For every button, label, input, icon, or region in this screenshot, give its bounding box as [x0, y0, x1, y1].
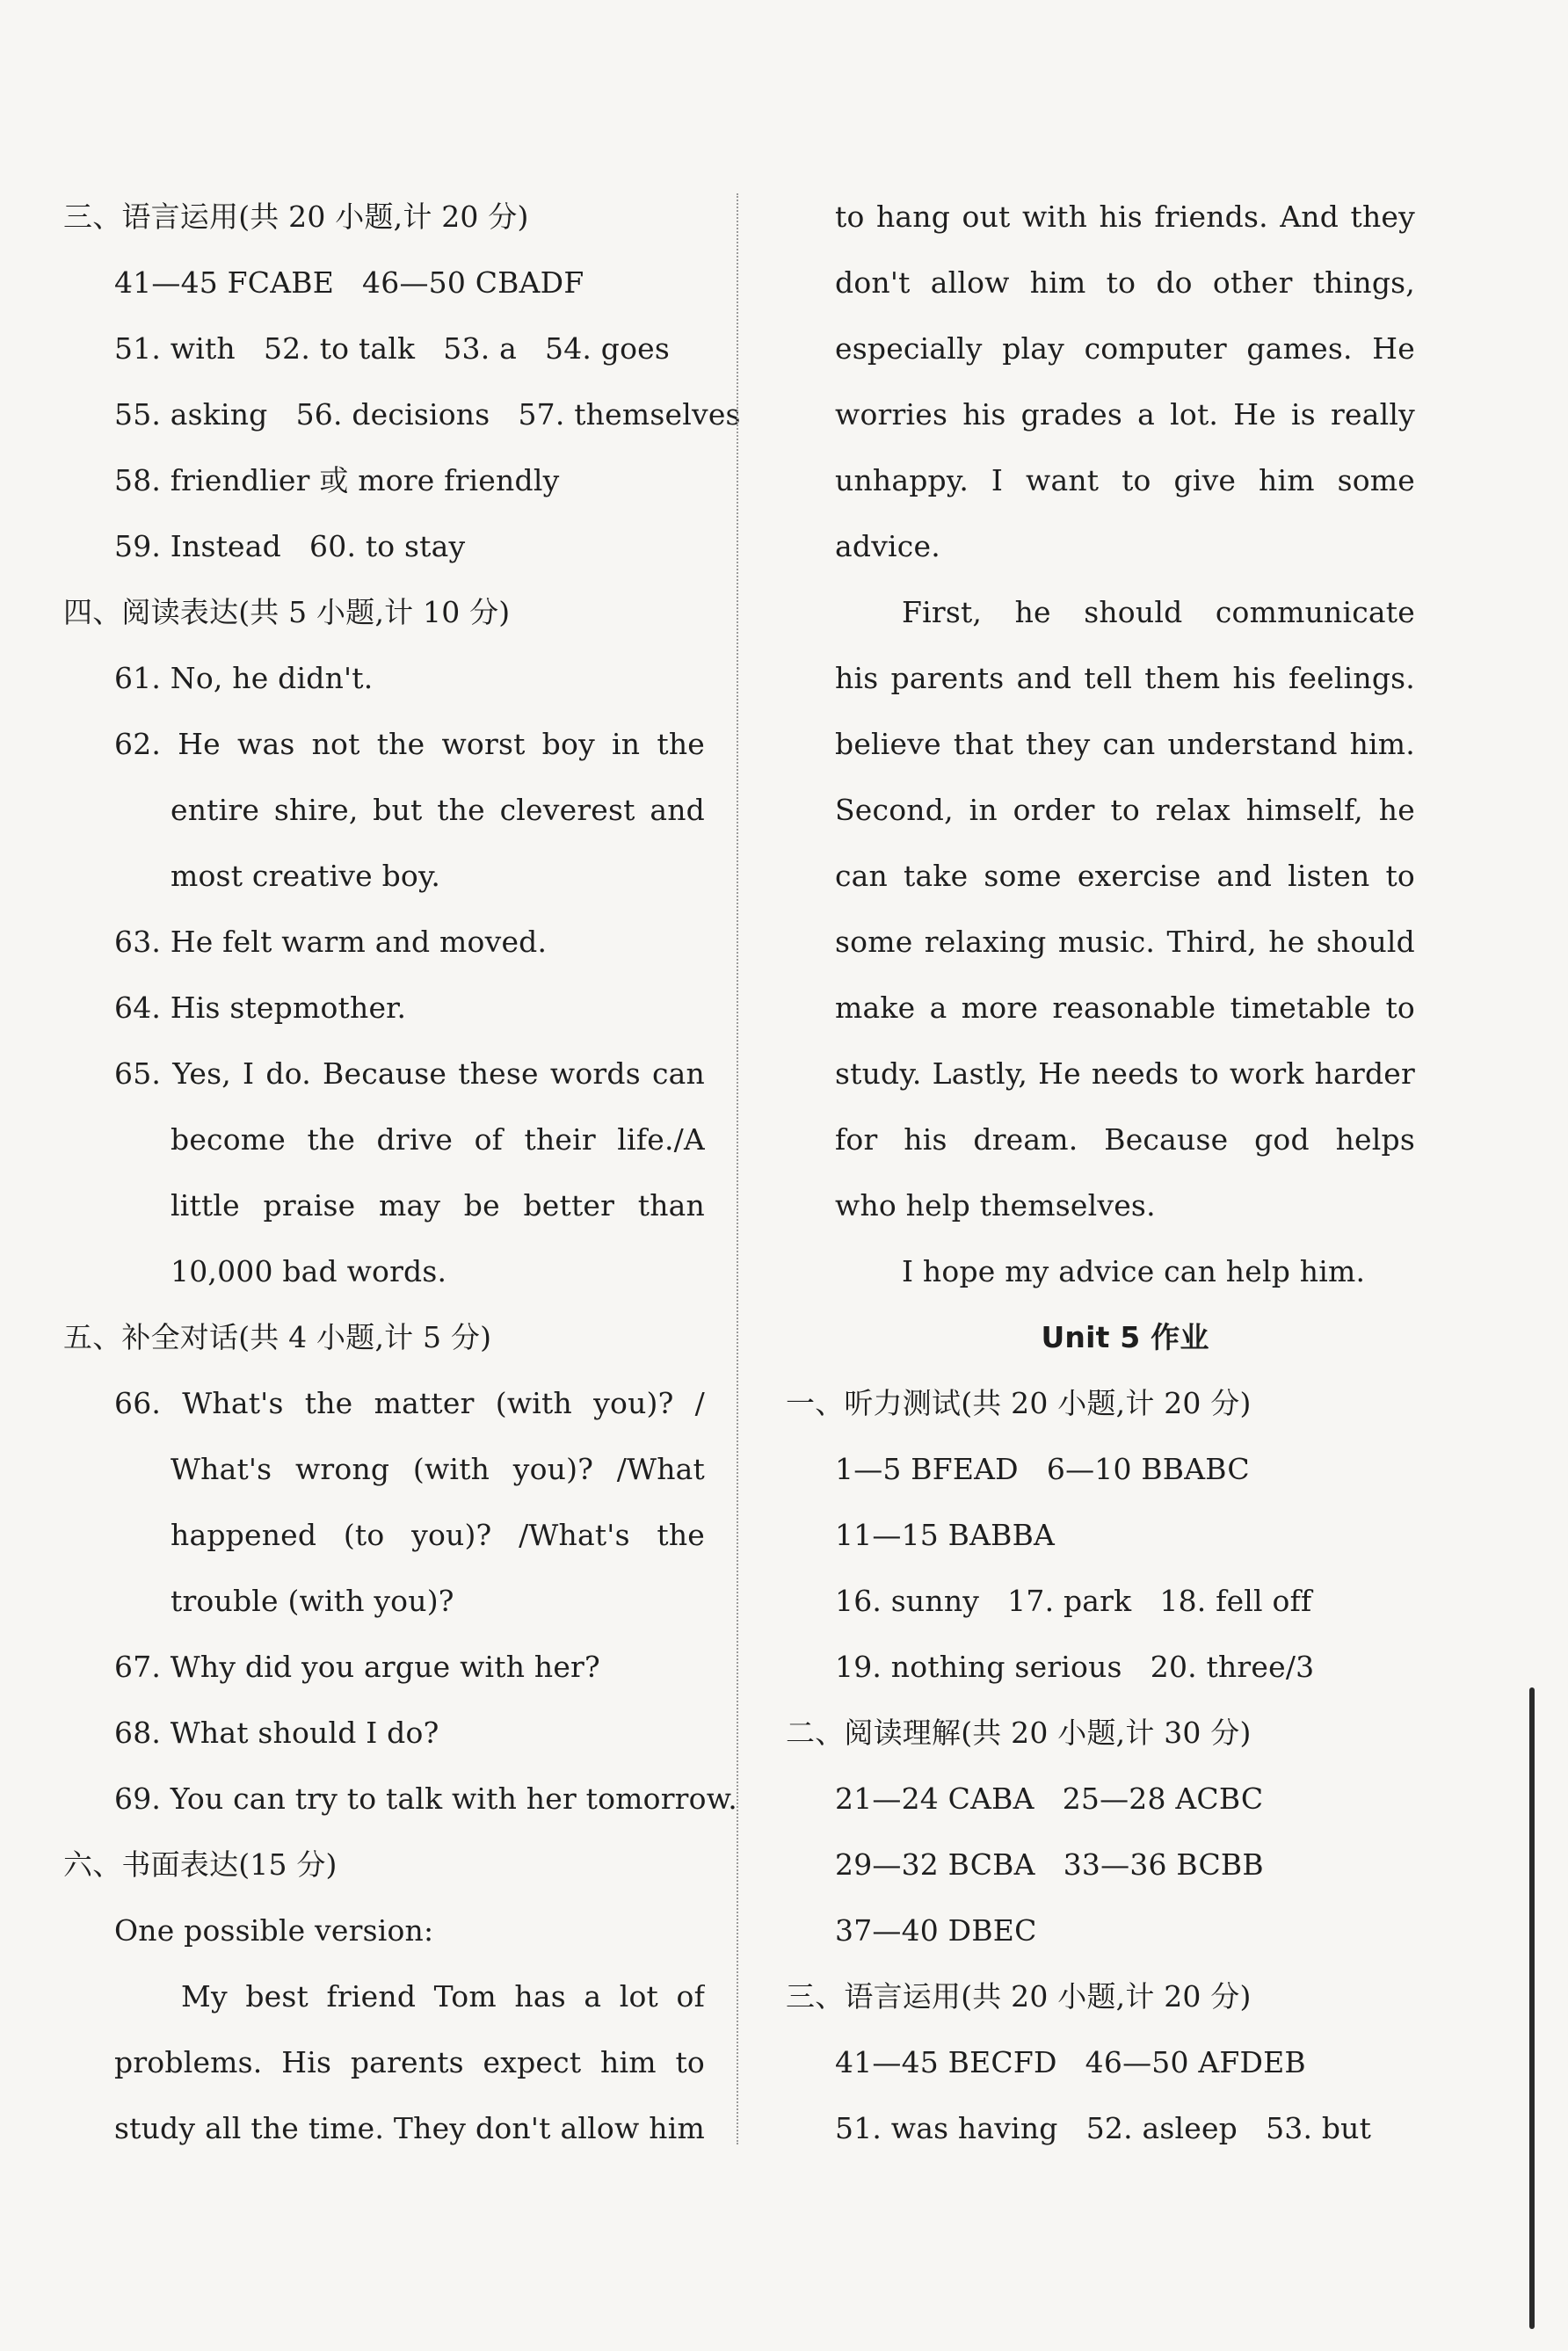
- essay-line: First, he should communicate: [902, 595, 1415, 629]
- answer-line: 41—45 FCABE 46—50 CBADF: [114, 265, 584, 300]
- answer-line: 1—5 BFEAD 6—10 BBABC: [835, 1452, 1250, 1486]
- answer-line: 37—40 DBEC: [835, 1913, 1037, 1948]
- page-edge-mark: [1529, 1687, 1535, 2329]
- answer-line: 62. He was not the worst boy in the: [114, 727, 705, 761]
- answer-line: 55. asking 56. decisions 57. themselves: [114, 397, 741, 432]
- answer-line: 51. was having 52. asleep 53. but: [835, 2111, 1372, 2145]
- answer-line: 61. No, he didn't.: [114, 661, 374, 695]
- answer-line: 59. Instead 60. to stay: [114, 529, 466, 563]
- section-heading: 六、书面表达(15 分): [63, 1847, 338, 1882]
- column-divider: [737, 193, 738, 2144]
- answer-line: 21—24 CABA 25—28 ACBC: [835, 1781, 1264, 1816]
- answer-line: trouble (with you)?: [171, 1584, 454, 1618]
- essay-line: study. Lastly, He needs to work harder: [835, 1056, 1415, 1091]
- answer-line: happened (to you)? /What's the: [171, 1518, 705, 1552]
- essay-line: My best friend Tom has a lot of: [181, 1979, 705, 2014]
- answer-line: 69. You can try to talk with her tomorrow.: [114, 1781, 737, 1816]
- essay-line: study all the time. They don't allow him: [114, 2111, 705, 2145]
- answer-line: little praise may be better than: [171, 1188, 705, 1223]
- essay-line: don't allow him to do other things,: [835, 265, 1415, 300]
- answer-line: 68. What should I do?: [114, 1716, 439, 1750]
- essay-line: who help themselves.: [835, 1188, 1156, 1223]
- section-heading: 五、补全对话(共 4 小题,计 5 分): [63, 1320, 492, 1354]
- section-heading: 四、阅读表达(共 5 小题,计 10 分): [63, 595, 511, 629]
- answer-line: 64. His stepmother.: [114, 990, 407, 1025]
- answer-line: 51. with 52. to talk 53. a 54. goes: [114, 331, 671, 366]
- answer-line: What's wrong (with you)? /What: [171, 1452, 705, 1486]
- answer-line: 11—15 BABBA: [835, 1518, 1056, 1552]
- answer-line: 29—32 BCBA 33—36 BCBB: [835, 1847, 1264, 1882]
- answer-line: 67. Why did you argue with her?: [114, 1650, 600, 1684]
- essay-line: worries his grades a lot. He is really: [835, 397, 1415, 432]
- section-heading: 二、阅读理解(共 20 小题,计 30 分): [786, 1716, 1252, 1750]
- essay-line: unhappy. I want to give him some: [835, 463, 1415, 497]
- answer-line: 63. He felt warm and moved.: [114, 925, 548, 959]
- essay-line: believe that they can understand him.: [835, 727, 1415, 761]
- answer-line: become the drive of their life./A: [171, 1122, 705, 1157]
- section-heading: 一、听力测试(共 20 小题,计 20 分): [786, 1386, 1252, 1420]
- left-column: [63, 188, 741, 2166]
- essay-line: some relaxing music. Third, he should: [835, 925, 1415, 959]
- right-column: [786, 188, 1415, 2166]
- essay-line: can take some exercise and listen to: [835, 859, 1415, 893]
- section-heading: 三、语言运用(共 20 小题,计 20 分): [63, 200, 529, 234]
- essay-line: to hang out with his friends. And they: [835, 200, 1415, 234]
- essay-line: his parents and tell them his feelings.: [835, 661, 1415, 695]
- answer-line: 41—45 BECFD 46—50 AFDEB: [835, 2045, 1306, 2079]
- section-heading: 三、语言运用(共 20 小题,计 20 分): [786, 1979, 1252, 2014]
- answer-line: entire shire, but the cleverest and: [171, 793, 705, 827]
- essay-line: especially play computer games. He: [835, 331, 1415, 366]
- essay-line: for his dream. Because god helps: [835, 1122, 1415, 1157]
- answer-line: 58. friendlier 或 more friendly: [114, 463, 560, 497]
- essay-line: I hope my advice can help him.: [902, 1254, 1366, 1288]
- answer-line: most creative boy.: [171, 859, 441, 893]
- essay-intro: One possible version:: [114, 1913, 434, 1948]
- unit-title: Unit 5 作业: [1041, 1320, 1209, 1354]
- answer-line: 19. nothing serious 20. three/3: [835, 1650, 1315, 1684]
- answer-line: 16. sunny 17. park 18. fell off: [835, 1584, 1312, 1618]
- answer-line: 10,000 bad words.: [171, 1254, 447, 1288]
- essay-line: make a more reasonable timetable to: [835, 990, 1415, 1025]
- answer-line: 66. What's the matter (with you)? /: [114, 1386, 705, 1420]
- essay-line: advice.: [835, 529, 940, 563]
- answer-line: 65. Yes, I do. Because these words can: [114, 1056, 705, 1091]
- essay-line: Second, in order to relax himself, he: [835, 793, 1415, 827]
- essay-line: problems. His parents expect him to: [114, 2045, 705, 2079]
